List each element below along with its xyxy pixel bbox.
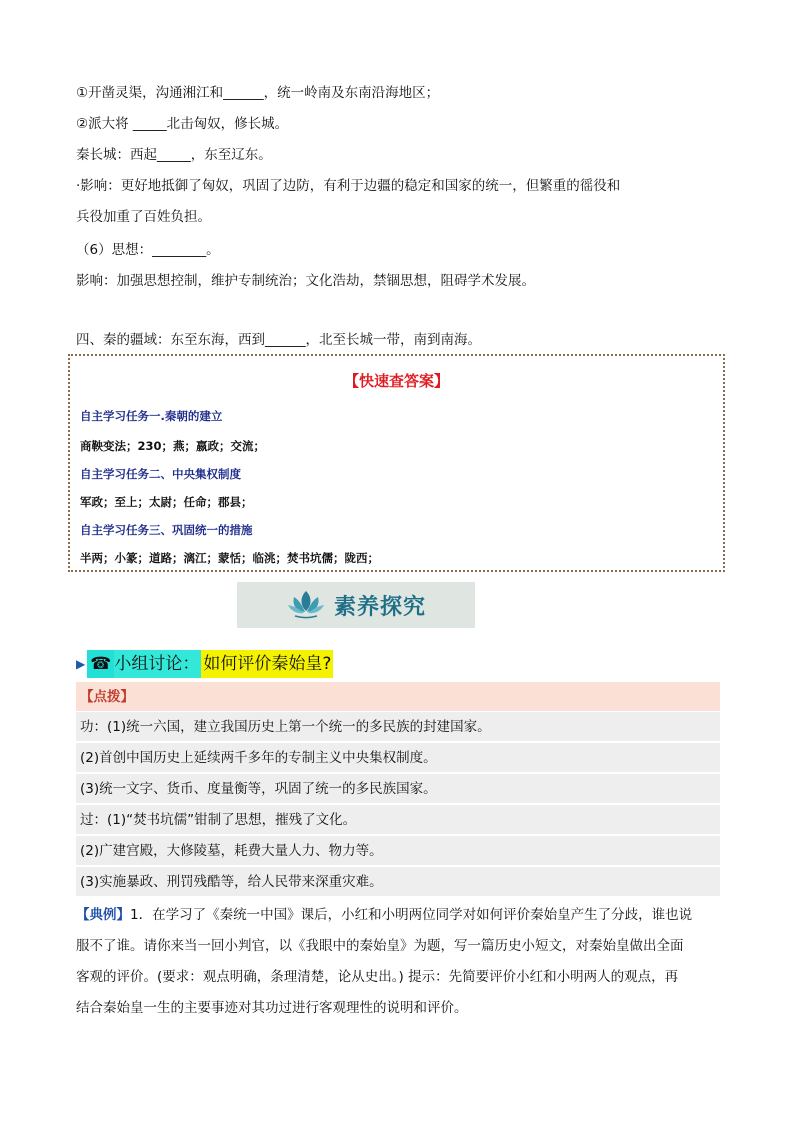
answer-key-2: 军政；至上；太尉；任命；郡县；	[80, 495, 253, 509]
answer-key-3: 半两；小篆；道路；漓江；蒙恬；临洮；焚书坑儒；陇西；	[80, 551, 379, 565]
tip-text: (3)统一文字、货币、度量衡等，巩固了统一的多民族国家。	[80, 781, 437, 797]
example-line-1	[76, 905, 692, 925]
tip-text: 过：(1)“焚书坑儒”钳制了思想，摧残了文化。	[80, 812, 357, 828]
discussion-question: 如何评价秦始皇?	[201, 650, 333, 678]
answer-task-2: 自主学习任务二、中央集权制度	[80, 467, 241, 481]
example-line-2: 服不了谁。请你来当一回小判官，以《我眼中的秦始皇》为题，写一篇历史小短文，对秦始皇做出全面	[76, 938, 684, 954]
text-line-impact-2: 兵役加重了百姓负担。	[76, 209, 211, 225]
text-line-thought: （6）思想：________。	[76, 242, 220, 258]
tip-row	[76, 805, 720, 834]
tip-row	[76, 867, 720, 896]
example-line-4: 结合秦始皇一生的主要事迹对其功过进行客观理性的说明和评价。	[76, 1000, 468, 1016]
tips-header-band	[76, 682, 720, 711]
text-line-general: ②派大将 _____北击匈奴，修长城。	[76, 116, 289, 132]
tip-row	[76, 743, 720, 772]
example-text: 1．在学习了《秦统一中国》课后，小红和小明两位同学对如何评价秦始皇产生了分歧，谁也说	[130, 907, 693, 923]
tip-row	[76, 712, 720, 741]
example-line-3: 客观的评价。(要求：观点明确，条理清楚，论从史出。) 提示：先简要评价小红和小明两人的观点，再	[76, 969, 679, 985]
section-banner	[237, 582, 475, 628]
tip-text: 功：(1)统一六国，建立我国历史上第一个统一的多民族的封建国家。	[80, 719, 491, 735]
answer-task-3: 自主学习任务三、巩固统一的措施	[80, 523, 253, 537]
tip-row	[76, 836, 720, 865]
discussion-label: 小组讨论：	[114, 650, 201, 678]
answer-task-1: 自主学习任务一.秦朝的建立	[80, 409, 223, 423]
text-line-impact-1: ·影响：更好地抵御了匈奴，巩固了边防，有利于边疆的稳定和国家的统一，但繁重的徭役和	[76, 178, 621, 194]
phone-icon: ☎	[87, 650, 114, 678]
quick-answer-box	[68, 354, 725, 572]
example-label: 【典例】	[76, 907, 130, 923]
quick-answer-title: 【快速查答案】	[343, 372, 449, 390]
triangle-icon: ▶	[76, 657, 86, 671]
territory-line: 四、秦的疆域：东至东海，西到______，北至长城一带，南到南海。	[76, 332, 481, 348]
tips-label: 【点拨】	[80, 689, 134, 705]
text-line-thought-impact: 影响：加强思想控制，维护专制统治；文化浩劫，禁锢思想，阻碍学术发展。	[76, 273, 535, 289]
lotus-icon	[286, 587, 326, 623]
text-line-great-wall: 秦长城：西起_____，东至辽东。	[76, 147, 272, 163]
discussion-heading	[76, 650, 333, 678]
tip-row	[76, 774, 720, 803]
tip-text: (2)广建宫殿，大修陵墓，耗费大量人力、物力等。	[80, 843, 383, 859]
tip-text: (2)首创中国历史上延续两千多年的专制主义中央集权制度。	[80, 750, 437, 766]
answer-key-1: 商鞅变法；230；燕；嬴政；交流；	[80, 439, 266, 453]
banner-title: 素养探究	[333, 594, 426, 620]
tip-text: (3)实施暴政、刑罚残酷等，给人民带来深重灾难。	[80, 874, 383, 890]
text-line-lingqu: ①开凿灵渠，沟通湘江和______，统一岭南及东南沿海地区；	[76, 85, 440, 101]
